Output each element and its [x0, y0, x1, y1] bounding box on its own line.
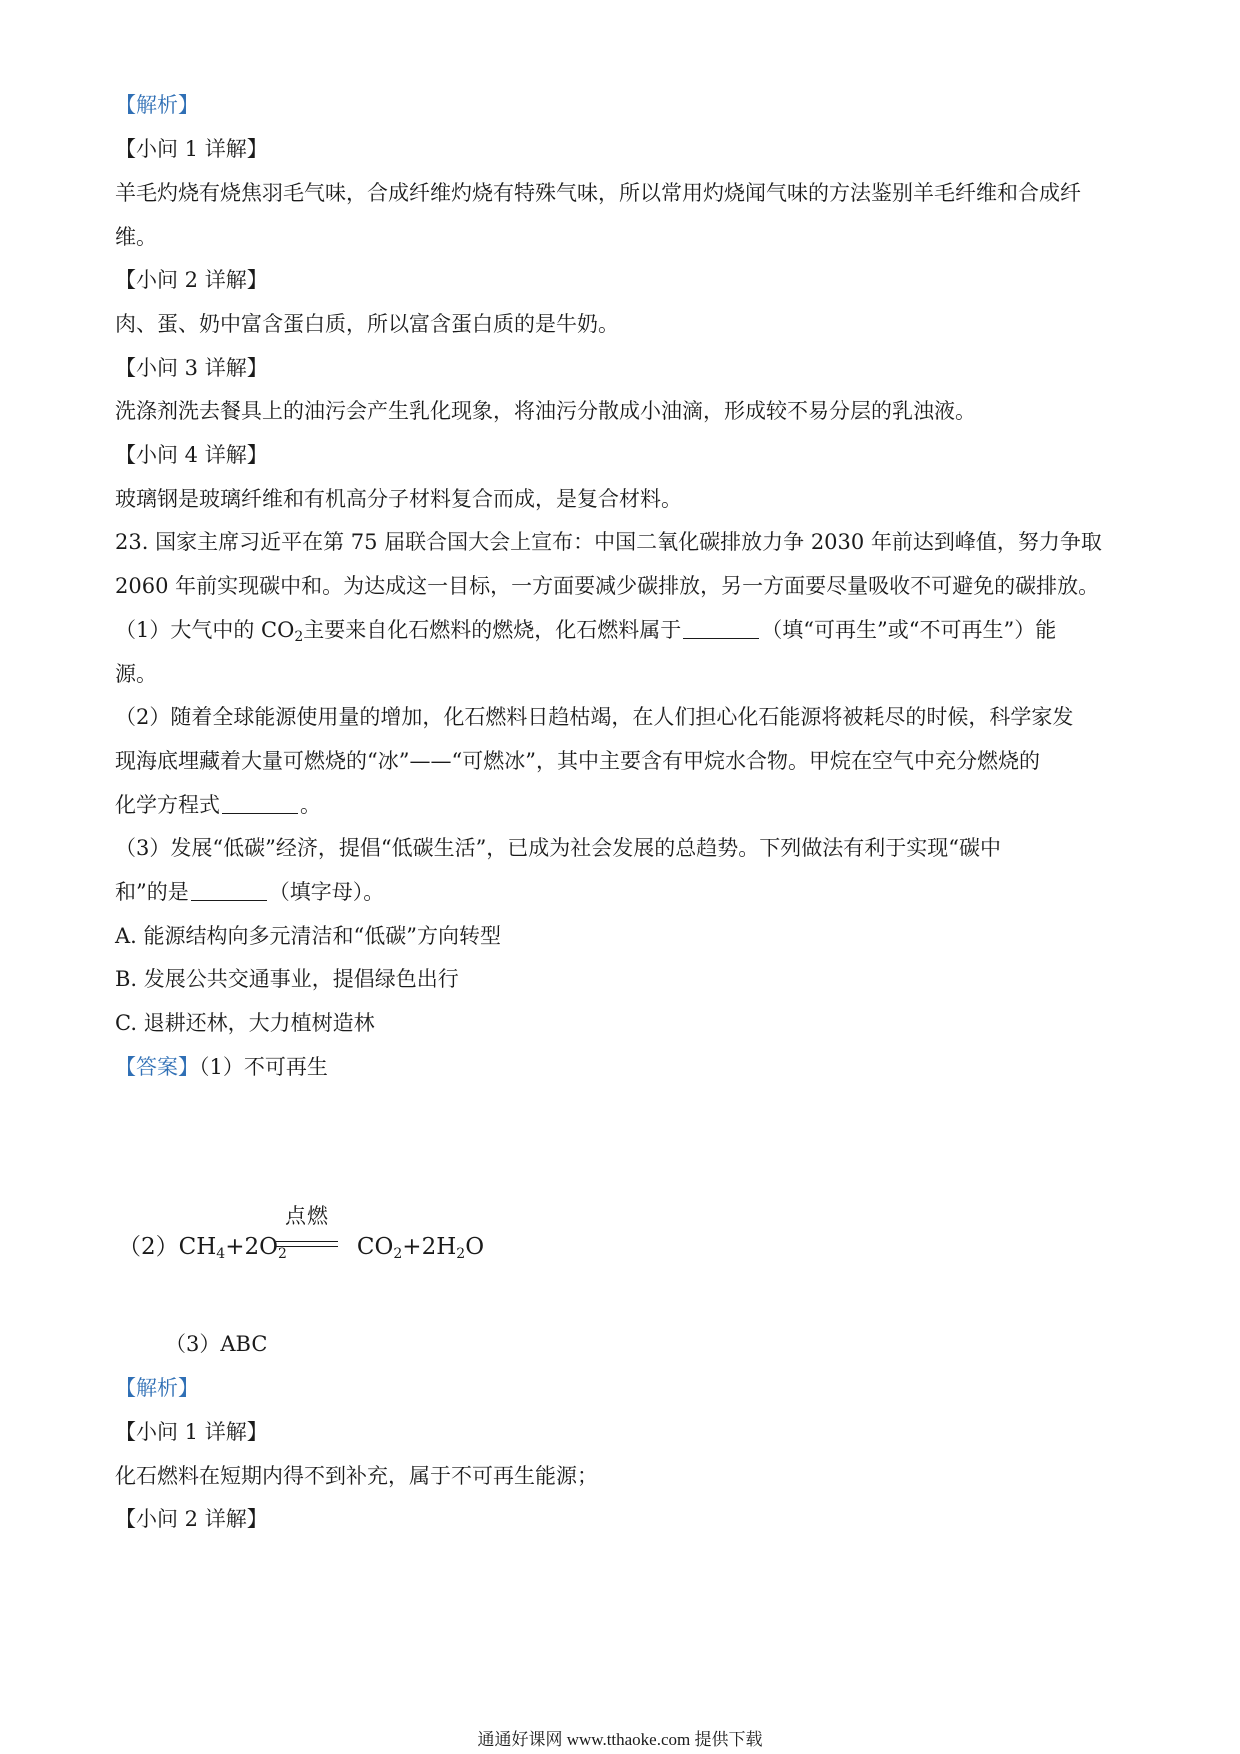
option-a: A. 能源结构向多元清洁和“低碳”方向转型	[115, 924, 501, 948]
answer-blank-1	[683, 618, 759, 639]
subquestion-3-text: 洗涤剂洗去餐具上的油污会产生乳化现象，将油污分散成小油滴，形成较不易分层的乳浊液。	[115, 399, 976, 423]
option-b: B. 发展公共交通事业，提倡绿色出行	[115, 967, 459, 991]
question-23-part-1: （1）大气中的 $CO_2$主要来自化石燃料的燃烧，化石燃料属于 （填“可再生”或“不可再生”）能	[115, 618, 1057, 645]
analysis-label: 【解析】	[115, 93, 199, 117]
question-23-part-1-cont: 源。	[115, 662, 157, 686]
answer-line-3: （3）ABC	[165, 1332, 268, 1356]
subquestion-2-text: 肉、蛋、奶中富含蛋白质，所以富含蛋白质的是牛奶。	[115, 312, 619, 336]
detail-1-text: 化石燃料在短期内得不到补充，属于不可再生能源；	[115, 1464, 598, 1488]
detail-1-label: 【小问 1 详解】	[115, 1420, 268, 1444]
answer-line-1: 【答案】（1）不可再生	[115, 1055, 328, 1079]
reaction-condition-text: 点燃	[285, 1204, 329, 1228]
analysis-label-2: 【解析】	[115, 1376, 199, 1400]
answer-blank-3	[191, 880, 267, 901]
subquestion-4-label: 【小问 4 详解】	[115, 443, 268, 467]
detail-2-label: 【小问 2 详解】	[115, 1507, 268, 1531]
question-23-part-3: （3）发展“低碳”经济，提倡“低碳生活”，已成为社会发展的总趋势。下列做法有利于实现“碳中	[115, 836, 1002, 860]
question-23-part-2-cont: 现海底埋藏着大量可燃烧的“冰”——“可燃冰”，其中主要含有甲烷水合物。甲烷在空气中充分燃烧的	[115, 749, 1040, 773]
subquestion-3-label: 【小问 3 详解】	[115, 356, 268, 380]
option-c: C. 退耕还林，大力植树造林	[115, 1011, 375, 1035]
question-23-stem-cont: 2060 年前实现碳中和。为达成这一目标，一方面要减少碳排放，另一方面要尽量吸收不可避免的碳排放。	[115, 574, 1100, 598]
page-footer: 通通好课网 www.tthaoke.com 提供下载	[477, 1730, 763, 1749]
subquestion-2-label: 【小问 2 详解】	[115, 268, 268, 292]
answer-blank-2	[222, 793, 298, 814]
combustion-equation: $(2)CH_4+2O_2$ $CO_2+2H_2O$	[118, 1234, 485, 1262]
question-23-part-2: （2）随着全球能源使用量的增加，化石燃料日趋枯竭，在人们担心化石能源将被耗尽的时候，科学家发	[115, 705, 1074, 729]
subquestion-1-text-cont: 维。	[115, 225, 157, 249]
subquestion-1-label: 【小问 1 详解】	[115, 137, 268, 161]
question-23-part-3-cont: 和”的是 （填字母）。	[115, 880, 385, 904]
subquestion-4-text: 玻璃钢是玻璃纤维和有机高分子材料复合而成，是复合材料。	[115, 487, 682, 511]
question-23-part-2-cont2: 化学方程式 。	[115, 793, 321, 817]
question-23-stem: 23. 国家主席习近平在第 75 届联合国大会上宣布：中国二氧化碳排放力争 2030 年前达到峰值，努力争取	[115, 530, 1102, 554]
subquestion-1-text: 羊毛灼烧有烧焦羽毛气味，合成纤维灼烧有特殊气味，所以常用灼烧闻气味的方法鉴别羊毛纤维和合成纤	[115, 181, 1081, 205]
answer-label: 【答案】	[115, 1055, 199, 1079]
